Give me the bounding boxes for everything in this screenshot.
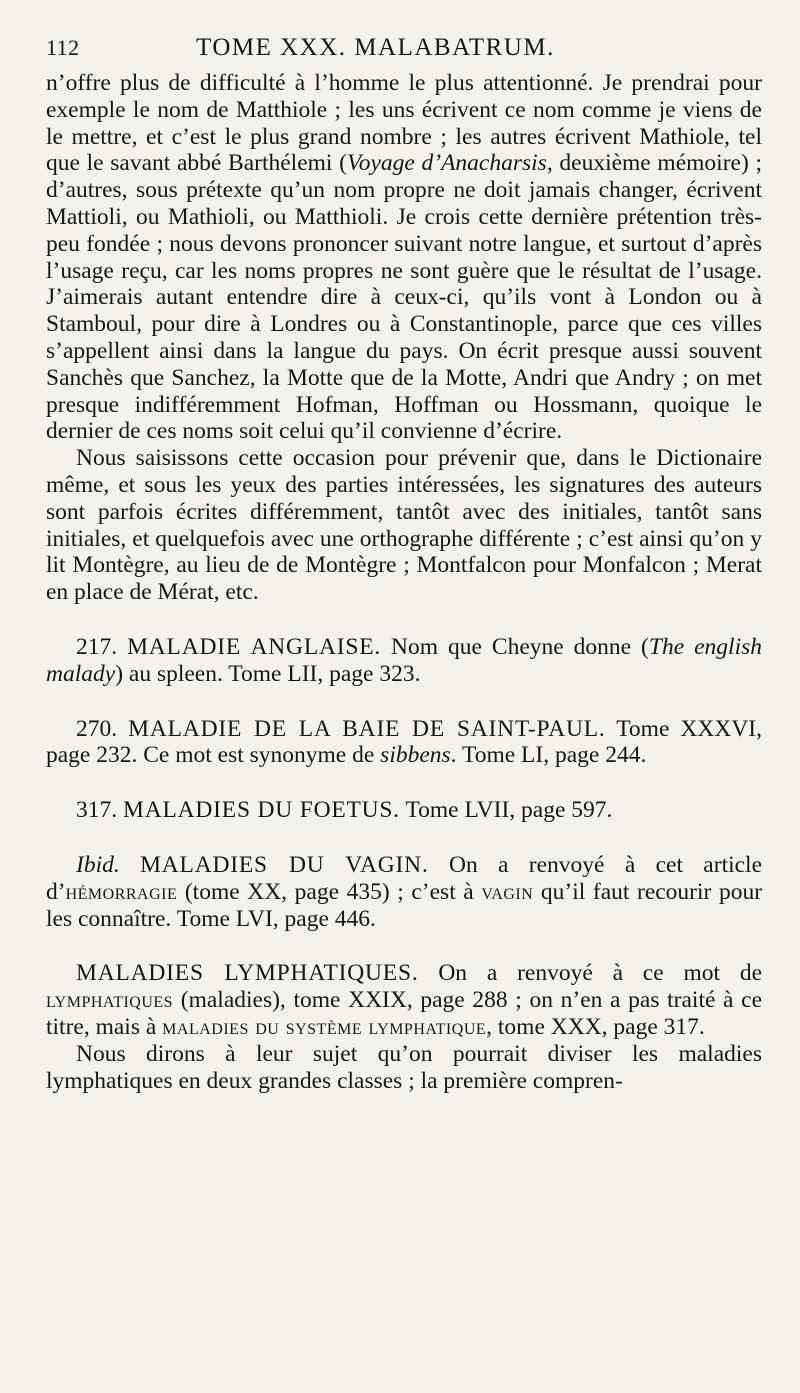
paragraph-lymphatic-classes: Nous dirons à leur sujet qu’on pourrait diviser les maladies lymphatiques en deux grandes classes ; la première compren-	[46, 1040, 762, 1094]
entry-maladie-baie-saint-paul	[46, 716, 762, 770]
e2-text-1: Tome XXXVI, page 232. Ce mot est synonyme de	[46, 715, 763, 769]
e2-number: 270.	[76, 715, 118, 742]
e5-crossref-2: maladies du système lymphatique	[162, 1013, 487, 1040]
e4-crossref-2: vagin	[481, 878, 534, 905]
p1-text-1: n’offre plus de difficulté à l’homme le plus attentionné. Je prendrai pour exemple le nom de Matthiole ; les uns écrivent ce nom comme je viens de le mettre, et c’est le plus grand nombre ; les autres écrivent Mathiole, tel que le savant abbé Barthélemi (	[46, 70, 762, 177]
e2-headword: MALADIE DE LA BAIE DE SAINT-PAUL.	[128, 715, 606, 742]
e5-text-3: , tome XXX, page 317.	[486, 1013, 705, 1040]
e4-ibid: Ibid.	[76, 851, 120, 878]
e5-text-2: (maladies), tome XXIX, page 288 ; on n’en a pas traité à ce titre, mais à	[46, 987, 763, 1040]
e4-text-3: qu’il faut recourir pour les connaître. Tome LVI, page 446.	[46, 878, 763, 932]
entry-maladie-anglaise	[46, 634, 762, 688]
p1-text-2: , deuxième mémoire) ; d’autres, sous prétexte qu’un nom propre ne doit jamais changer, écrivent Mattioli, ou Mathioli, ou Matthioli. Je crois cette dernière prétention très-peu fondée ; nous devons prononcer suivant notre langue, et surtout d’après l’usage reçu, car les noms propres ne sont guère que le résultat de l’usage. J’aimerais autant entendre dire à ceux-ci, qu’ils vont à London ou à Stamboul, pour dire à Londres ou à Constantinople, parce que ces villes s’appellent ainsi dans la langue du pays. On écrit presque aussi souvent Sanchès que Sanchez, la Motte que de la Motte, Andri que Andry ; on met presque indifféremment Hofman, Hoffman ou Hossmann, quoique le dernier de ces noms soit celui qu’il convienne d’écrire.	[46, 150, 762, 445]
e4-crossref-1: hémorragie	[65, 878, 178, 905]
p1-title-italic: Voyage d’Anacharsis	[346, 150, 547, 177]
e1-number: 217.	[76, 633, 118, 660]
e3-text-1: Tome LVII, page 597.	[405, 797, 613, 824]
e4-headword: MALADIES DU VAGIN.	[140, 851, 429, 878]
paragraph-matthiole	[46, 70, 762, 445]
paragraph-signatures: Nous saisissons cette occasion pour prévenir que, dans le Dictionaire même, et sous les yeux des parties intéressées, les signatures des auteurs sont parfois écrites différemment, tantôt avec des initiales, tantôt sans initiales, et quelquefois avec une orthographe différente ; c’est ainsi qu’on y lit Montègre, au lieu de de Montègre ; Montfalcon pour Monfalcon ; Merat en place de Mérat, etc.	[46, 445, 762, 606]
page-header	[46, 34, 762, 70]
e1-text-1: Nom que Cheyne donne (	[391, 633, 649, 660]
e2-italic: sibbens	[380, 742, 451, 769]
e5-headword: MALADIES LYMPHATIQUES.	[76, 960, 419, 987]
e1-text-2: ) au spleen. Tome LII, page 323.	[115, 660, 421, 687]
book-page	[46, 34, 762, 1094]
e3-headword: MALADIES DU FOETUS.	[123, 797, 400, 824]
running-head: TOME XXX. MALABATRUM.	[196, 34, 555, 61]
e5-crossref-1: lymphatiques	[46, 987, 174, 1014]
entry-maladies-foetus	[46, 797, 762, 824]
entry-maladies-lymphatiques	[46, 960, 762, 1040]
e1-italic: The english malady	[46, 633, 762, 687]
e3-number: 317.	[76, 797, 118, 824]
e4-text-1: On a renvoyé à cet article d’	[46, 851, 763, 905]
page-number: 112	[46, 35, 80, 60]
e5-text-1: On a renvoyé à ce mot de	[438, 960, 763, 987]
entry-maladies-vagin	[46, 852, 762, 932]
e4-text-2: (tome XX, page 435) ; c’est à	[184, 878, 474, 905]
e1-headword: MALADIE ANGLAISE.	[127, 633, 382, 660]
body-text	[46, 70, 762, 1094]
e2-text-2: . Tome LI, page 244.	[450, 742, 647, 769]
